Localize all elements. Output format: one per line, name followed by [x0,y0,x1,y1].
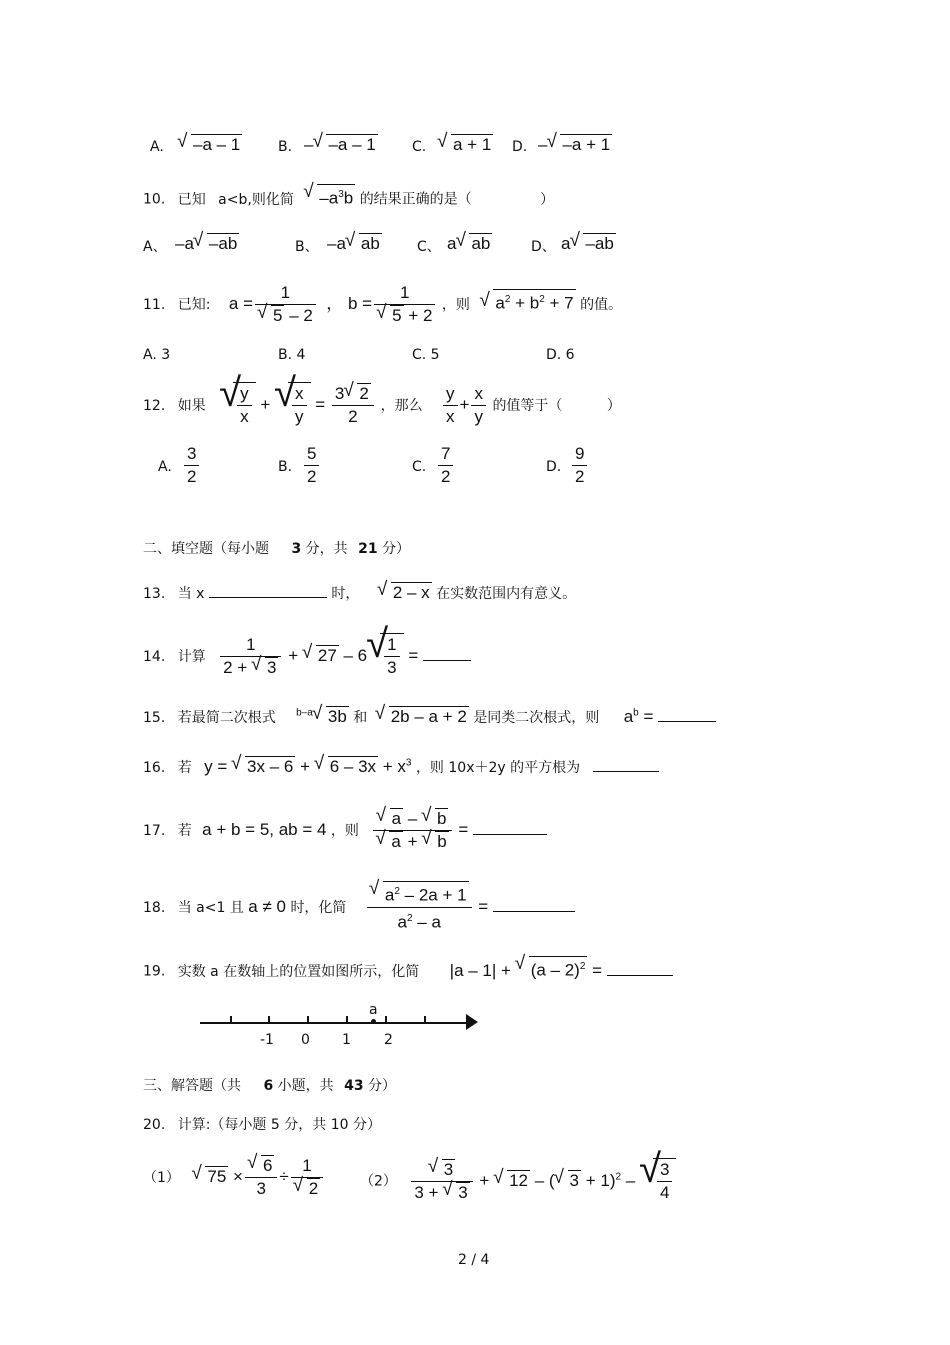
q20-part-1-expr: √ 75 × √ $\frac{6}{3}$ ÷ 1 √ 2 [192,1167,325,1186]
number-line-arrow-icon [466,1014,478,1030]
q15-result-expr: $a^b$ = [623,707,654,726]
number-line-axis [200,1022,472,1024]
q14-number: 14. [143,649,166,665]
q12-target-expr: $\frac{y}{x}$ + $\frac{x}{y}$ [441,395,488,414]
q10-option-c-label: C、 [417,239,441,255]
q17-pre: 若 [177,823,192,839]
q10-expr: √ $-a^3b$ [304,189,355,208]
q10-option-d-label: D、 [531,239,556,255]
axis-label-0: 0 [301,1032,310,1048]
q20-part-2-expr: √ $\frac{3}{3 + √ 3}$ + √ 12 – (√ 3 + 1)$^2$ – √ $\frac{3}{4}$ [409,1171,676,1190]
q12-close: ） [606,398,621,414]
q12-option-d-value: $\frac{9}{2}$ [572,443,587,488]
tick-4 [346,1016,348,1024]
q10-cond: a<b,则化简 [218,191,294,208]
q20-part-2-label: （2） [360,1173,397,1190]
q18-mid: 时，化简 [290,900,347,916]
q12-option-c-label: C. [412,459,427,475]
question-14 [143,630,471,683]
q16-blank[interactable] [593,757,659,772]
q9-option-b-label: B. [278,139,293,155]
point-a-label: a [369,1002,378,1018]
q19-pre: 实数 a 在数轴上的位置如图所示，化简 [177,963,420,980]
q11-number: 11. [143,297,166,313]
section-2-total: 21 [358,541,378,557]
q11-b-expr: ， b = 1 √ 5 + 2 [326,294,437,313]
q17-expr: √ a – √ b √ a + √ b = [371,820,473,839]
question-13 [143,582,576,603]
q20-part-1-label: （1） [143,1170,180,1186]
q12-option-b-label: B. [278,459,293,475]
q19-blank[interactable] [607,961,673,976]
q19-expr: |a – 1| + √ (a – 2)$^2$ = [450,961,602,980]
q16-mid: ，则 10x＋2y 的平方根为 [415,760,581,776]
number-line [198,1002,488,1048]
question-17 [143,804,547,857]
section-3-heading [143,1075,396,1095]
q17-blank[interactable] [473,820,547,835]
q10-option-b-label: B、 [295,239,319,255]
question-12 [143,378,621,433]
q17-condition: a + b = 5, ab = 4 [202,820,327,839]
q11-post: 的值。 [580,297,623,313]
axis-label-2: 2 [384,1032,393,1048]
q18-number: 18. [143,900,166,916]
q12-option-b-value: $\frac{5}{2}$ [304,443,319,488]
q18-pre: 当 a<1 且 [177,900,244,916]
q12-condition-expr: √ $\frac{y}{x}$ + √ $\frac{x}{y}$ = $\frac{3√ 2}{2}$ [220,395,380,414]
q20-part-2 [360,1150,676,1209]
q10-pre: 已知 [177,191,206,208]
q17-number: 17. [143,823,166,839]
q14-pre: 计算 [177,649,206,665]
q20-number: 20. [143,1117,166,1133]
q13-number: 13. [143,586,166,602]
q18-condition: a ≠ 0 [248,897,286,916]
tick-5 [385,1016,387,1024]
section-2-heading [143,538,410,558]
q11-option-c: C. 5 [412,347,440,363]
q16-expr: y = √ 3x – 6 + √ $6 - 3x + x^3$ [204,757,411,776]
q9-option-b-expr: –√ –a – 1 [304,134,378,155]
q15-number: 15. [143,710,166,726]
q19-number: 19. [143,963,166,980]
q11-then: ，则 [441,297,470,313]
q13-pre: 当 x [177,586,205,602]
q14-blank[interactable] [423,646,471,661]
question-20 [143,1114,381,1134]
section-3-count: 6 [263,1078,274,1094]
q9-option-a-label: A. [150,139,164,155]
q9-option-a-expr: √ –a – 1 [178,134,242,155]
q9-option-c-label: C. [412,139,427,155]
q15-expr-1: $^{b-a}$√ 3b [296,707,349,726]
q10-post: 的结果正确的是（ [359,191,472,208]
q12-pre: 如果 [177,398,206,414]
q17-mid: ，则 [330,823,359,839]
q14-expr: $\frac{1}{2 + √ 3}$ + √ 27 – 6 √ $\frac{1}{3}$ = [218,646,423,665]
q13-blank[interactable] [209,583,327,598]
q15-pre: 若最简二次根式 [177,710,276,726]
tick-2 [268,1016,270,1024]
q13-mid: 时， [331,586,360,602]
q9-option-d-label: D. [512,139,528,155]
q12-number: 12. [143,398,166,414]
question-10 [143,184,554,209]
q11-a-expr: a = 1 √ 5 – 2 [229,294,318,313]
tick-1 [230,1016,232,1024]
question-11 [143,280,622,329]
q18-expr: √ $\frac{a^2 - 2a + 1}{a^2 - a}$ = [365,897,493,916]
point-a-dot [371,1019,376,1024]
q11-option-b: B. 4 [278,347,306,363]
section-2-title: 二、填空题（每小题 [143,541,269,557]
q10-option-a-label: A、 [143,239,167,255]
q10-option-c-expr: a√ ab [447,233,492,254]
question-18 [143,878,575,937]
q12-options [158,443,608,493]
q10-number: 10. [143,191,166,208]
section-2-end: 分） [382,541,411,557]
page-number: 2 / 4 [458,1252,490,1268]
q12-option-a-label: A. [158,459,172,475]
tick-3 [307,1016,309,1024]
q11-option-a: A. 3 [143,347,171,363]
q9-option-d-expr: –√ –a + 1 [538,134,612,155]
q9-option-c-expr: √ a + 1 [438,134,493,155]
q12-option-d-label: D. [546,459,562,475]
q12-option-c-value: $\frac{7}{2}$ [438,443,453,488]
section-3-total: 43 [344,1078,364,1094]
q13-expr: √ 2 – x [378,583,432,602]
q10-option-d-expr: a√ –ab [561,233,616,254]
section-3-mid: 小题，共 [277,1078,334,1094]
q13-post: 在实数范围内有意义。 [436,586,577,602]
axis-label-neg1: -1 [260,1032,274,1048]
q12-option-a-value: $\frac{3}{2}$ [184,443,199,488]
q15-and: 和 [353,710,368,726]
q16-number: 16. [143,760,166,776]
q12-post: 的值等于（ [492,398,563,414]
q11-pre: 已知: [177,297,211,313]
question-19 [143,956,673,981]
question-16 [143,756,659,777]
q15-expr-2: √ 2b – a + 2 [376,707,469,726]
q10-option-a-expr: –a√ –ab [175,233,239,254]
q18-blank[interactable] [493,897,575,912]
q11-expr: √ $a^2 + b^2 + 7$ [480,294,575,313]
section-2-mid: 分，共 [305,541,348,557]
axis-label-1: 1 [342,1032,351,1048]
q15-post: 是同类二次根式，则 [473,710,600,726]
tick-6 [424,1016,426,1024]
q15-blank[interactable] [658,707,716,722]
q20-text: 计算:（每小题 5 分，共 10 分） [177,1117,381,1133]
question-15 [143,706,716,727]
q20-part-1 [143,1150,325,1205]
q12-then: ，那么 [380,398,423,414]
q10-option-b-expr: –a√ ab [327,233,382,254]
section-3-end: 分） [368,1078,397,1094]
q11-option-d: D. 6 [546,347,575,363]
section-3-title: 三、解答题（共 [143,1078,241,1094]
q16-pre: 若 [177,760,192,776]
section-2-points: 3 [291,541,302,557]
q10-close: ） [540,191,555,208]
